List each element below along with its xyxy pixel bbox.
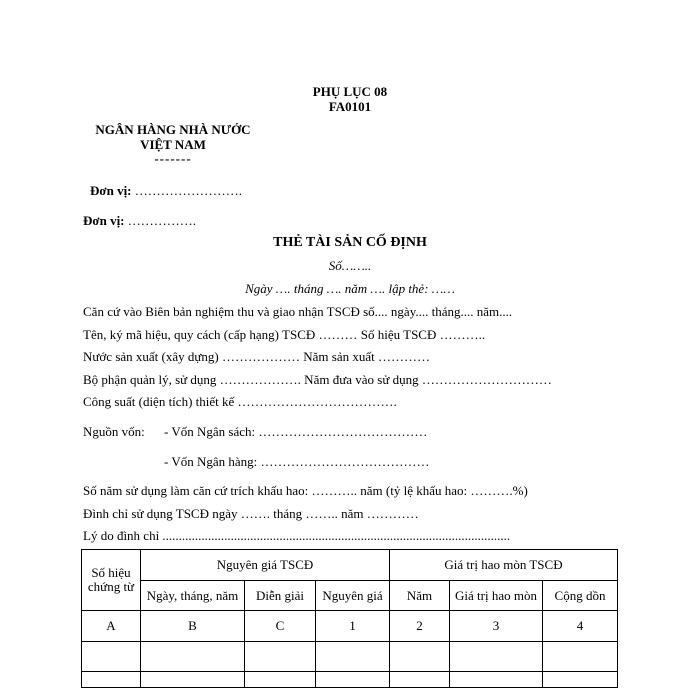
unit-fill: …………………….: [131, 183, 243, 198]
column-code: B: [141, 611, 245, 642]
field-suspension-reason: Lý do đình chỉ ...........................................................................................................: [83, 528, 511, 543]
column-code: A: [82, 611, 141, 642]
depreciation-header: Giá trị hao mòn TSCĐ: [390, 550, 618, 581]
column-code-row: [82, 611, 618, 642]
funding-bank: - Vốn Ngân hàng: …………………………………: [164, 454, 430, 469]
column-code: 2: [390, 611, 450, 642]
asset-table: [81, 549, 618, 688]
field-department: Bộ phận quản lý, sử dụng ………………. Năm đưa vào sử dụng …………………………: [83, 372, 552, 387]
voucher-number-header: Số hiệu chứng từ: [82, 550, 141, 611]
table-row: [82, 672, 618, 688]
unit-line-1: [90, 183, 242, 199]
description-column-header: Diễn giải: [245, 581, 316, 611]
column-code: 4: [543, 611, 618, 642]
unit-label: Đơn vị:: [90, 183, 132, 198]
year-column-header: Năm: [390, 581, 450, 611]
org-name-line2: VIỆT NAM: [140, 137, 206, 152]
funding-label: Nguồn vốn:: [83, 424, 145, 439]
form-code: FA0101: [328, 99, 372, 114]
column-code: C: [245, 611, 316, 642]
unit-fill: …………….: [124, 213, 197, 228]
field-capacity: Công suất (diện tích) thiết kế ……………………………….: [83, 394, 397, 409]
appendix-title: PHỤ LỤC 08: [312, 84, 388, 99]
cumulative-column-header: Cộng dồn: [543, 581, 618, 611]
field-country: Nước sản xuất (xây dựng) ……………… Năm sản xuất …………: [83, 349, 430, 364]
original-cost-header: Nguyên giá TSCĐ: [141, 550, 390, 581]
original-cost-column-header: Nguyên giá: [316, 581, 390, 611]
unit-label: Đơn vị:: [83, 213, 125, 228]
card-number: Số……..: [328, 258, 372, 273]
org-name-line1: NGÂN HÀNG NHÀ NƯỚC: [95, 122, 251, 137]
field-asset-name: Tên, ký mã hiệu, quy cách (cấp hạng) TSCĐ ……… Số hiệu TSCĐ ………..: [83, 327, 486, 342]
column-code: 3: [450, 611, 543, 642]
funding-state-budget: - Vốn Ngân sách: …………………………………: [164, 424, 428, 439]
column-code: 1: [316, 611, 390, 642]
org-divider: -------: [154, 151, 192, 166]
table-row: [82, 642, 618, 672]
card-date: Ngày …. tháng …. năm …. lập thẻ: ……: [245, 281, 455, 296]
field-suspension-date: Đình chỉ sử dụng TSCĐ ngày ……. tháng …….. năm …………: [83, 506, 419, 521]
field-acceptance-record: Căn cứ vào Biên bản nghiệm thu và giao nhận TSCĐ số.... ngày.... tháng.... năm....: [83, 304, 513, 319]
unit-line-2: [83, 213, 196, 229]
date-column-header: Ngày, tháng, năm: [141, 581, 245, 611]
field-depreciation-years: Số năm sử dụng làm căn cứ trích khấu hao: ……….. năm (tỷ lệ khấu hao: ……….%): [83, 483, 528, 498]
card-title: THẺ TÀI SẢN CỐ ĐỊNH: [273, 235, 427, 250]
depreciation-value-column-header: Giá trị hao mòn: [450, 581, 543, 611]
